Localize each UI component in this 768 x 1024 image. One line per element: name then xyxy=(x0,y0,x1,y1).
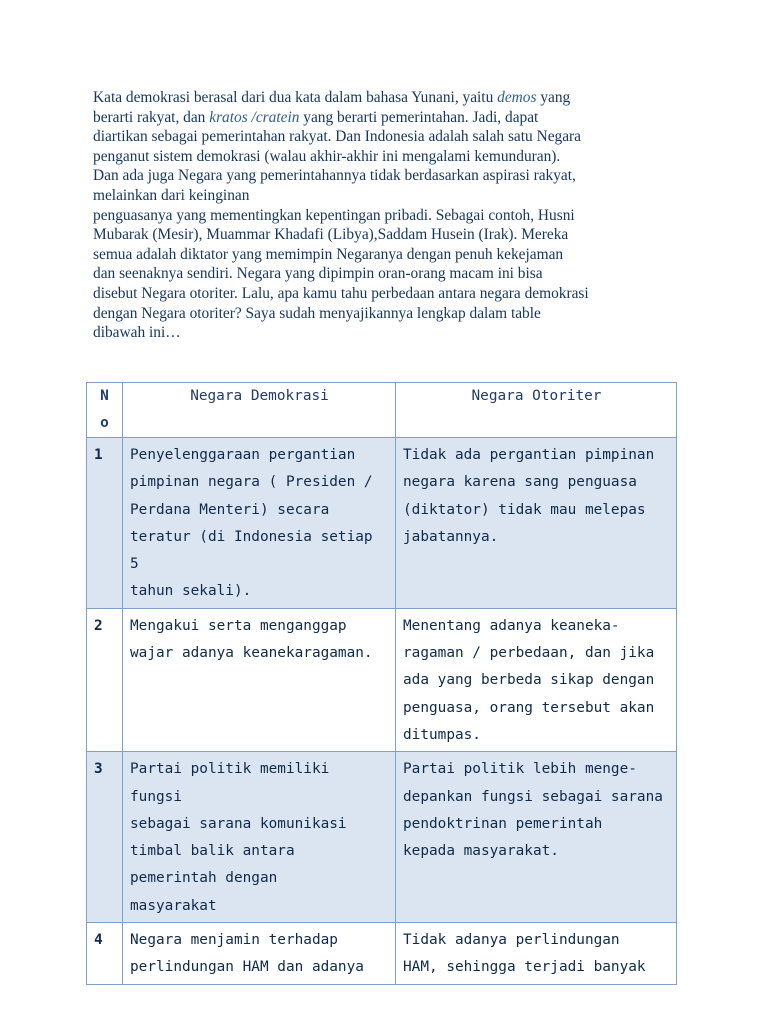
cell-otoriter xyxy=(396,608,677,751)
cell-line: tahun sekali). xyxy=(130,583,252,600)
cell-demokrasi xyxy=(123,923,396,985)
intro-line xyxy=(93,88,693,108)
cell-line: ditumpas. xyxy=(403,726,481,743)
cell-line: pendoktrinan pemerintah xyxy=(403,815,603,832)
cell-otoriter xyxy=(396,923,677,985)
row-number: 2 xyxy=(87,608,123,751)
intro-line: dibawah ini… xyxy=(93,324,181,342)
table-row xyxy=(87,438,677,609)
cell-line: Mengakui serta menganggap xyxy=(130,617,347,634)
cell-line: masyarakat xyxy=(130,897,217,914)
intro-line: semua adalah diktator yang memimpin Negaranya dengan penuh kekejaman xyxy=(93,245,564,263)
cell-line: penguasa, orang tersebut akan xyxy=(403,699,655,716)
cell-line: Partai politik memiliki fungsi xyxy=(130,761,330,805)
cell-demokrasi xyxy=(123,752,396,923)
cell-line: wajar adanya keanekaragaman. xyxy=(130,645,373,662)
intro-line: penguasanya yang mementingkan kepentingan pribadi. Sebagai contoh, Husni xyxy=(93,206,575,224)
cell-line: ada yang berbeda sikap dengan xyxy=(403,672,655,689)
comparison-table xyxy=(86,382,677,985)
header-no-line: N xyxy=(100,388,109,404)
cell-line: pimpinan negara ( Presiden / xyxy=(130,474,373,491)
table-row xyxy=(87,608,677,751)
cell-line: Menentang adanya keaneka- xyxy=(403,617,620,634)
table-header-row xyxy=(87,383,677,438)
cell-line: sebagai sarana komunikasi xyxy=(130,815,347,832)
row-number: 1 xyxy=(87,438,123,609)
intro-line: melainkan dari keinginan xyxy=(93,186,250,204)
cell-line: HAM, sehingga terjadi banyak xyxy=(403,959,646,976)
cell-line: (diktator) tidak mau melepas xyxy=(403,501,646,518)
cell-line: Perdana Menteri) secara xyxy=(130,501,330,518)
cell-line: depankan fungsi sebagai sarana xyxy=(403,788,663,805)
cell-line: perlindungan HAM dan adanya xyxy=(130,959,364,976)
cell-demokrasi xyxy=(123,438,396,609)
intro-text: yang xyxy=(536,89,571,106)
cell-line: timbal balik antara xyxy=(130,843,295,860)
cell-line: ragaman / perbedaan, dan jika xyxy=(403,645,655,662)
table-row xyxy=(87,752,677,923)
intro-line: disebut Negara otoriter. Lalu, apa kamu tahu perbedaan antara negara demokrasi xyxy=(93,284,589,302)
header-otoriter: Negara Otoriter xyxy=(396,383,677,438)
header-demokrasi: Negara Demokrasi xyxy=(123,383,396,438)
cell-line: Partai politik lebih menge- xyxy=(403,761,637,778)
cell-line: jabatannya. xyxy=(403,528,499,545)
intro-text: yang berarti pemerintahan. Jadi, dapat xyxy=(299,108,539,126)
row-number: 3 xyxy=(87,752,123,923)
header-no-line: o xyxy=(100,415,109,431)
cell-otoriter xyxy=(396,752,677,923)
intro-line: diartikan sebagai pemerintahan rakyat. Dan Indonesia adalah salah satu Negara xyxy=(93,128,582,146)
header-no xyxy=(87,383,123,438)
row-number: 4 xyxy=(87,923,123,985)
intro-line: Dan ada juga Negara yang pemerintahannya tidak berdasarkan aspirasi rakyat, xyxy=(93,167,576,185)
cell-line: Tidak ada pergantian pimpinan xyxy=(403,447,655,463)
intro-line: Mubarak (Mesir), Muammar Khadafi (Libya),Saddam Husein (Irak). Mereka xyxy=(93,226,569,244)
cell-line: pemerintah dengan xyxy=(130,870,278,887)
cell-line: Penyelenggaraan pergantian xyxy=(130,447,356,463)
intro-paragraph xyxy=(93,88,693,343)
intro-line: penganut sistem demokrasi (walau akhir-akhir ini mengalami kemunduran). xyxy=(93,147,561,165)
intro-text: berarti rakyat, dan xyxy=(93,108,210,126)
table-row xyxy=(87,923,677,985)
cell-line: Tidak adanya perlindungan xyxy=(403,932,620,949)
cell-otoriter xyxy=(396,438,677,609)
intro-line: dan seenaknya sendiri. Negara yang dipimpin oran-orang macam ini bisa xyxy=(93,265,543,283)
cell-line: kepada masyarakat. xyxy=(403,843,559,860)
cell-line: Negara menjamin terhadap xyxy=(130,932,338,949)
intro-line: dengan Negara otoriter? Saya sudah menyajikannya lengkap dalam table xyxy=(93,304,541,322)
cell-demokrasi xyxy=(123,608,396,751)
term-kratos: kratos /cratein xyxy=(209,108,300,126)
intro-text: Kata demokrasi berasal dari dua kata dalam bahasa Yunani, yaitu xyxy=(93,89,498,106)
cell-line: teratur (di Indonesia setiap 5 xyxy=(130,528,373,573)
intro-line xyxy=(93,108,693,128)
cell-line: negara karena sang penguasa xyxy=(403,474,637,491)
term-demos: demos xyxy=(497,89,537,106)
